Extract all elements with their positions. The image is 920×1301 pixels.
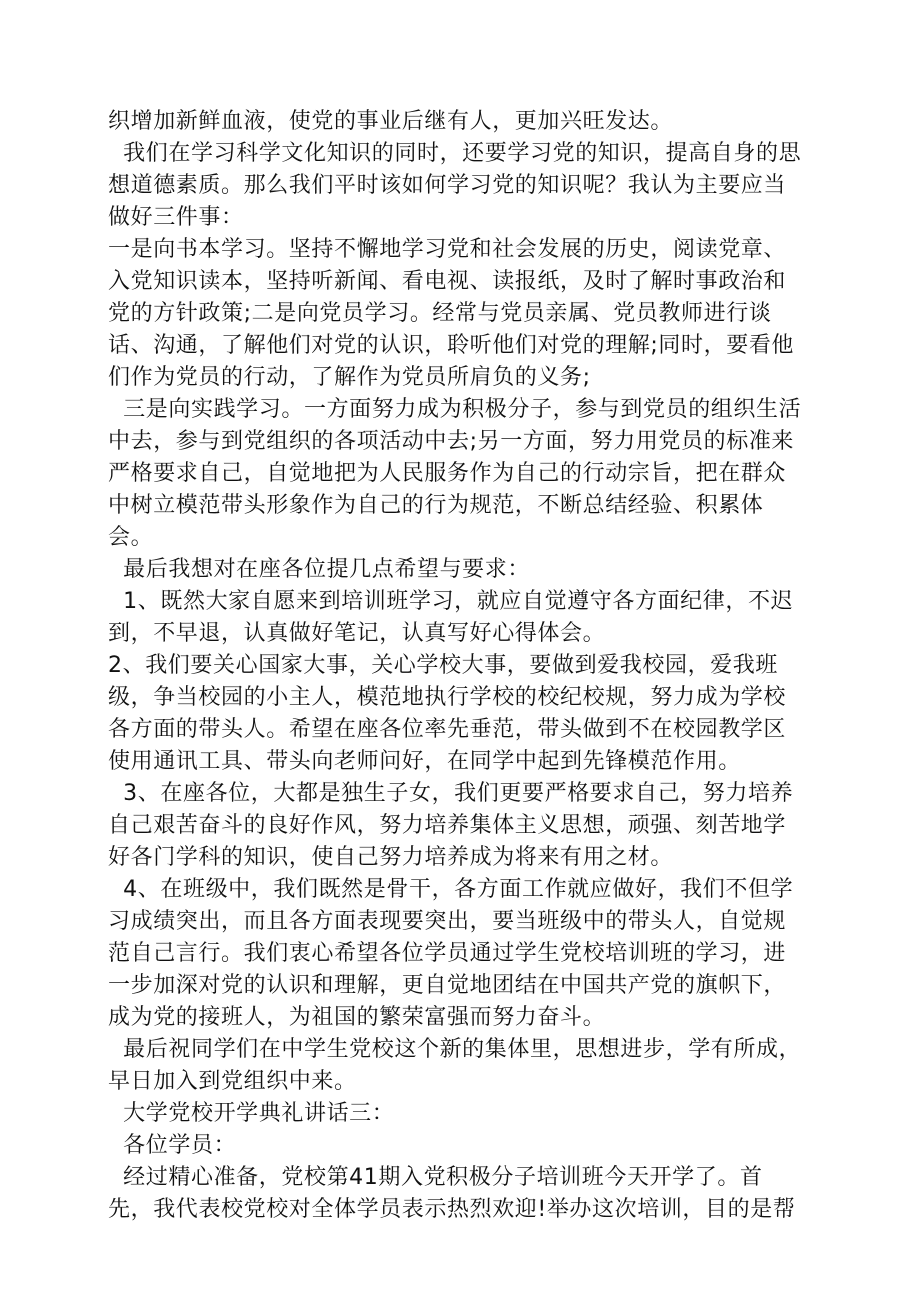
text-line: 中去，参与到党组织的各项活动中去;另一方面，努力用党员的标准来 [108, 429, 795, 454]
text-line: 各方面的带头人。希望在座各位率先垂范，带头做到不在校园教学区 [108, 717, 787, 742]
text-line: 习成绩突出，而且各方面表现要突出，要当班级中的带头人，自觉规 [108, 909, 787, 934]
text-line: 使用通讯工具、带头向老师问好，在同学中起到先锋模范作用。 [108, 749, 741, 774]
text-line: 范自己言行。我们衷心希望各位学员通过学生党校培训班的学习，进 [108, 941, 787, 966]
text-line: 一步加深对党的认识和理解，更自觉地团结在中国共产党的旗帜下， [108, 973, 787, 998]
text-line: 各位学员： [108, 1133, 237, 1158]
text-line: 话、沟通，了解他们对党的认识，聆听他们对党的理解;同时，要看他 [108, 333, 795, 358]
text-line: 大学党校开学典礼讲话三： [108, 1101, 395, 1126]
text-line: 做好三件事： [108, 205, 244, 230]
text-line: 3、在座各位，大都是独生子女，我们更要严格要求自己，努力培养 [108, 781, 794, 806]
text-line: 级，争当校园的小主人，模范地执行学校的校纪校规，努力成为学校 [108, 685, 787, 710]
text-line: 最后祝同学们在中学生党校这个新的集体里，思想进步，学有所成， [108, 1037, 802, 1062]
text-line: 1、既然大家自愿来到培训班学习，就应自觉遵守各方面纪律，不迟 [108, 589, 794, 614]
text-line: 入党知识读本，坚持听新闻、看电视、读报纸，及时了解时事政治和 [108, 269, 787, 294]
text-line: 严格要求自己，自觉地把为人民服务作为自己的行动宗旨，把在群众 [108, 461, 787, 486]
text-line: 到，不早退，认真做好笔记，认真写好心得体会。 [108, 621, 606, 646]
text-line: 先，我代表校党校对全体学员表示热烈欢迎!举办这次培训，目的是帮 [108, 1197, 796, 1222]
text-line: 会。 [108, 525, 154, 550]
text-line: 们作为党员的行动，了解作为党员所肩负的义务; [108, 365, 591, 390]
text-line: 自己艰苦奋斗的良好作风，努力培养集体主义思想，顽强、刻苦地学 [108, 813, 787, 838]
text-line: 4、在班级中，我们既然是骨干，各方面工作就应做好，我们不但学 [108, 877, 794, 902]
document-body [108, 106, 820, 1226]
text-line: 2、我们要关心国家大事，关心学校大事，要做到爱我校园，爱我班 [108, 653, 778, 678]
text-line: 经过精心准备，党校第41期入党积极分子培训班今天开学了。首 [108, 1165, 763, 1190]
text-line: 一是向书本学习。坚持不懈地学习党和社会发展的历史，阅读党章、 [108, 237, 787, 262]
text-line: 中树立模范带头形象作为自己的行为规范，不断总结经验、积累体 [108, 493, 764, 518]
text-line: 早日加入到党组织中来。 [108, 1069, 357, 1094]
text-line: 我们在学习科学文化知识的同时，还要学习党的知识，提高自身的思 [108, 141, 802, 166]
text-line: 最后我想对在座各位提几点希望与要求： [108, 557, 530, 582]
text-line: 成为党的接班人，为祖国的繁荣富强而努力奋斗。 [108, 1005, 606, 1030]
text-line: 想道德素质。那么我们平时该如何学习党的知识呢？我认为主要应当 [108, 173, 787, 198]
text-line: 织增加新鲜血液，使党的事业后继有人，更加兴旺发达。 [108, 109, 674, 134]
text-line: 三是向实践学习。一方面努力成为积极分子，参与到党员的组织生活 [108, 397, 802, 422]
text-line: 好各门学科的知识，使自己努力培养成为将来有用之材。 [108, 845, 674, 870]
text-line: 党的方针政策;二是向党员学习。经常与党员亲属、党员教师进行谈 [108, 301, 772, 326]
